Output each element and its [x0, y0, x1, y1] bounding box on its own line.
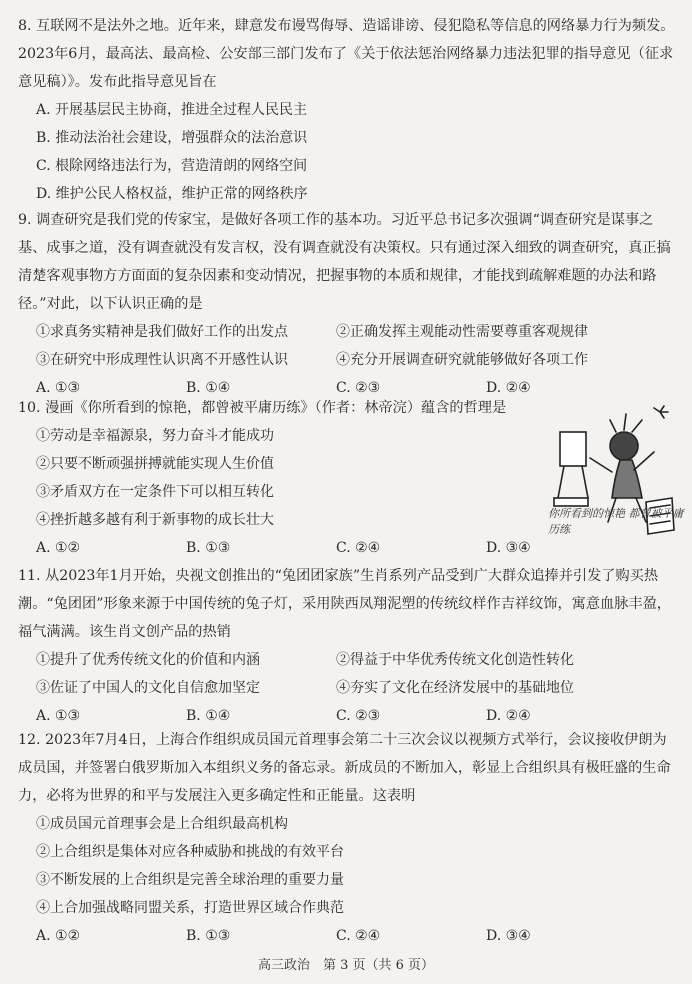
question-10-answer-d: D. ③④ [486, 540, 531, 556]
question-11-answer-a: A. ①③ [36, 708, 81, 724]
question-8-option-a: A. 开展基层民主协商，推进全过程人民民主 [36, 102, 308, 118]
question-9-answer-b: B. ①④ [186, 380, 231, 396]
question-11-items [18, 646, 678, 702]
question-12-answer-a: A. ①② [36, 928, 81, 944]
question-11-item-2: ②得益于中华优秀传统文化创造性转化 [336, 652, 574, 668]
question-12 [18, 726, 678, 950]
question-12-answer-d: D. ③④ [486, 928, 531, 944]
question-8-stem: 8. 互联网不是法外之地。近年来，肆意发布谩骂侮辱、造谣诽谤、侵犯隐私等信息的网络暴力行为频发。2023年6月，最高法、最高检、公安部三部门发布了《关于依法惩治网络暴力违法犯罪的指导意见（征求意见稿）》。发布此指导意见旨在 [18, 18, 675, 90]
question-8-option-d: D. 维护公民人格权益，维护正常的网络秩序 [36, 186, 308, 202]
question-12-item-4: ④上合加强战略同盟关系，打造世界区域合作典范 [36, 900, 344, 916]
question-9-items [18, 318, 678, 374]
question-12-stem: 12. 2023年7月4日，上海合作组织成员国元首理事会第二十三次会议以视频方式举行，会议接收伊朗为成员国，并签署白俄罗斯加入本组织义务的备忘录。新成员的不断加入，彰显上合组织具有极旺盛的生命力，必将为世界的和平与发展注入更多确定性和正能量。这表明 [18, 732, 671, 804]
question-11-item-3: ③佐证了中国人的文化自信愈加坚定 [36, 680, 260, 696]
question-12-answers [18, 922, 678, 950]
question-9-item-2: ②正确发挥主观能动性需要尊重客观规律 [336, 324, 588, 340]
question-11-item-4: ④夯实了文化在经济发展中的基础地位 [336, 680, 574, 696]
question-9-item-3: ③在研究中形成理性认识离不开感性认识 [36, 352, 288, 368]
question-12-item-2: ②上合组织是集体对应各种威胁和挑战的有效平台 [36, 844, 344, 860]
question-12-item-3: ③不断发展的上合组织是完善全球治理的重要力量 [36, 872, 344, 888]
question-10-item-1: ①劳动是幸福源泉，努力奋斗才能成功 [36, 428, 274, 444]
question-9-item-4: ④充分开展调查研究就能够做好各项工作 [336, 352, 588, 368]
question-11-answer-d: D. ②④ [486, 708, 531, 724]
question-12-answer-b: B. ①③ [186, 928, 231, 944]
question-9-answer-a: A. ①③ [36, 380, 81, 396]
question-10-answer-a: A. ①② [36, 540, 81, 556]
question-10-item-4: ④挫折越多越有利于新事物的成长壮大 [36, 512, 274, 528]
question-11-item-1: ①提升了优秀传统文化的价值和内涵 [36, 652, 260, 668]
question-8-option-c: C. 根除网络违法行为，营造清朗的网络空间 [36, 158, 308, 174]
cartoon-caption: 你所看到的惊艳 都曾被平庸历练 [548, 507, 684, 536]
question-10-answer-b: B. ①③ [186, 540, 231, 556]
question-9-stem: 9. 调查研究是我们党的传家宝，是做好各项工作的基本功。习近平总书记多次强调“调查研究是谋事之基、成事之道，没有调查就没有发言权，没有调查就没有决策权。只有通过深入细致的调查研究，真正搞清楚客观事物方方面面的复杂因素和变动情况，把握事物的本质和规律，才能找到疏解难题的办法和路径。”对此，以下认识正确的是 [18, 212, 671, 312]
question-8 [18, 12, 678, 208]
question-11-stem: 11. 从2023年1月开始，央视文创推出的“兔团团家族”生肖系列产品受到广大群众追捧并引发了购买热潮。“兔团团”形象来源于中国传统的兔子灯，采用陕西凤翔泥塑的传统纹样作吉祥纹饰，寓意血脉丰盈，福气满满。该生肖文创产品的热销 [18, 568, 671, 640]
question-9-answer-d: D. ②④ [486, 380, 531, 396]
question-11-answer-c: C. ②③ [336, 708, 381, 724]
question-9-answer-c: C. ②③ [336, 380, 381, 396]
question-9 [18, 206, 678, 402]
page-footer: 高三政治 第 3 页（共 6 页） [257, 958, 435, 973]
question-10-answer-c: C. ②④ [336, 540, 381, 556]
question-12-item-1: ①成员国元首理事会是上合组织最高机构 [36, 816, 288, 832]
question-10-stem: 10. 漫画《你所看到的惊艳，都曾被平庸历练》（作者：林帝浣）蕴含的哲理是 [18, 400, 507, 416]
question-10-item-3: ③矛盾双方在一定条件下可以相互转化 [36, 484, 274, 500]
question-11-answer-b: B. ①④ [186, 708, 231, 724]
question-8-option-b: B. 推动法治社会建设，增强群众的法治意识 [36, 130, 308, 146]
question-12-answer-c: C. ②④ [336, 928, 381, 944]
question-11 [18, 562, 678, 730]
question-9-item-1: ①求真务实精神是我们做好工作的出发点 [36, 324, 288, 340]
question-10-item-2: ②只要不断顽强拼搏就能实现人生价值 [36, 456, 274, 472]
